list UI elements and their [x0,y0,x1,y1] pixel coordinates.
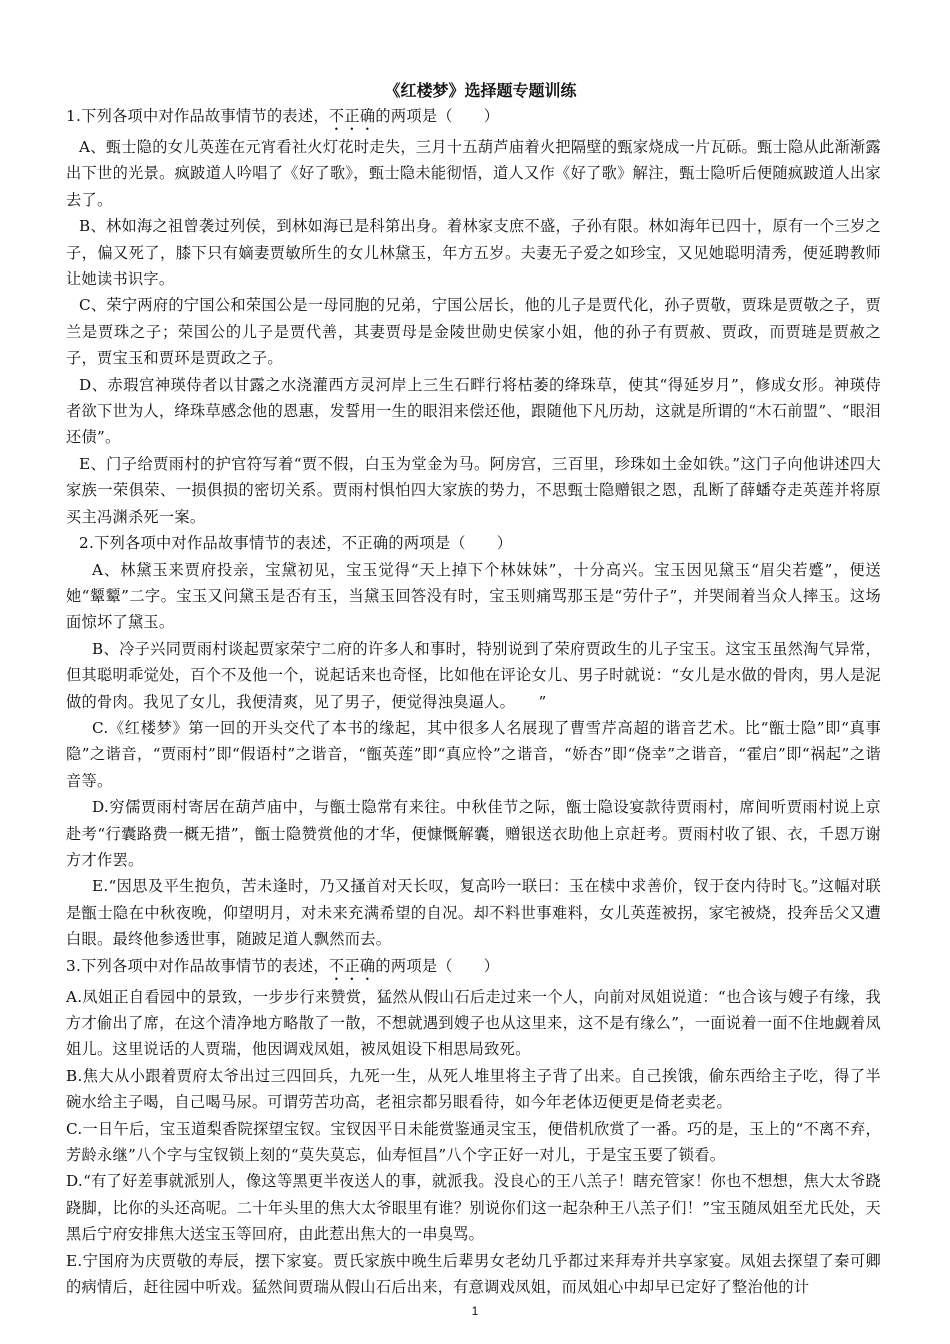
question-1-stem-prefix: 1.下列各项中对作品故事情节的表述， [66,107,329,125]
question-2-stem [66,530,881,556]
question-1-stem [66,103,881,134]
question-2-option-e: E.“因思及平生抱负，苦未逢时，乃又搔首对天长叹，复高吟一联曰：玉在椟中求善价，钗于奁内待时飞。”这幅对联是甑士隐在中秋夜晚，仰望明月，对未来充满希望的自况。却不料世事难料，女儿英莲被拐，家宅被烧，投奔岳父又遭白眼。最终他参透世事，随跛足道人飘然而去。 [66,877,881,949]
question-1-option-b: B、林如海之祖曾袭过列侯，到林如海已是科第出身。着林家支庶不盛，子孙有限。林如海年已四十，原有一个三岁之子，偏又死了，膝下只有嫡妻贾敏所生的女儿林黛玉，年方五岁。夫妻无子爱之如珍宝，又见她聪明清秀，便延聘教师让她读书识字。 [66,217,881,289]
question-2-stem-suffix: 的两项是（ ） [388,534,513,553]
question-3-stem-suffix: 的两项是（ ） [375,956,500,975]
page-number: 1 [471,1304,479,1318]
question-1-option-e: E、门子给贾雨村的护官符写着“贾不假，白玉为堂金为马。阿房宫，三百里，珍珠如土金如铁。”这门子向他讲述四大家族一荣俱荣、一损俱损的密切关系。贾雨村惧怕四大家族的势力，不思甄士隐赠银之恩，乱断了薛蟠夺走英莲并将原买主冯渊杀死一案。 [66,454,881,526]
question-2-option-b: B、冷子兴同贾雨村谈起贾家荣宁二府的许多人和事时，特别说到了荣府贾政生的儿子宝玉。这宝玉虽然淘气异常，但其聪明乖觉处，百个不及他一个，说起话来也奇怪，比如他在评论女儿、男子时就说：“女儿是水做的骨肉，男人是泥做的骨肉。我见了女儿，我便清爽，见了男子，便觉得浊臭逼人。 ” [66,639,881,711]
question-1-option-c: C、荣宁两府的宁国公和荣国公是一母同胞的兄弟，宁国公居长，他的儿子是贾代化，孙子贾敬，贾珠是贾敬之子，贾兰是贾珠之子；荣国公的儿子是贾代善，其妻贾母是金陵世勋史侯家小姐，他的孙子有贾赦、贾政，而贾琏是贾赦之子，贾宝玉和贾环是贾政之子。 [66,296,881,368]
question-3-option-c: C.一日午后，宝玉道梨香院探望宝钗。宝钗因平日未能赏鉴通灵宝玉，便借机欣赏了一番。巧的是，玉上的“不离不弃，芳龄永继”八个字与宝钗锁上刻的“莫失莫忘，仙寿恒昌”八个字正好一对儿，于是宝玉要了锁看。 [66,1119,881,1165]
question-2-option-c: C.《红楼梦》第一回的开头交代了本书的缘起，其中很多人名展现了曹雪芹高超的谐音艺术。比“甑士隐”即“真事隐”之谐音，“贾雨村”即“假语村”之谐音，“甑英莲”即“真应怜”之谐音，“娇杏”即“侥幸”之谐音，“霍启”即“祸起”之谐音等。 [66,718,881,790]
question-3-stem-prefix: 3.下列各项中对作品故事情节的表述， [66,956,329,975]
question-1-stem-suffix: 的两项是（ ） [375,107,500,125]
question-2-option-a: A、林黛玉来贾府投亲，宝黛初见，宝玉觉得“天上掉下个林妹妹”，十分高兴。宝玉因见黛玉“眉尖若蹙”，便送她“颦颦”二字。宝玉又问黛玉是否有玉，当黛玉回答没有时，宝玉则痛骂那玉是“劳什子”，并哭闹着当众人摔玉。这场面惊坏了黛玉。 [66,560,881,632]
question-3-option-d: D.“有了好差事就派别人，像这等黑更半夜送人的事，就派我。没良心的王八羔子！瞎充管家！你也不想想，焦大太爷跷跷脚，比你的头还高呢。二十年头里的焦大太爷眼里有谁？别说你们这一起杂种王八羔子们！”宝玉随凤姐至尤氏处，天黑后宁府安排焦大送宝玉等回府，由此惹出焦大的一串臭骂。 [66,1172,881,1244]
page-title: 《红楼梦》选择题专题训练 [384,81,577,100]
question-3-option-e: E.宁国府为庆贾敬的寿辰，摆下家宴。贾氏家族中晚生后辈男女老幼几乎都过来拜寿并共享家宴。凤姐去探望了秦可卿的病情后，赶往园中听戏。猛然间贾瑞从假山石后出来，有意调戏凤姐，而凤姐心中却早已定好了整治他的计 [66,1251,881,1297]
question-1-option-a: A、甄士隐的女儿英莲在元宵看社火灯花时走失，三月十五葫芦庙着火把隔壁的甄家烧成一片瓦砾。甄士隐从此渐渐露出下世的光景。疯跛道人吟唱了《好了歌》，甄士隐未能彻悟，道人又作《好了歌》解注，甄士隐听后便随疯跛道人出家去了。 [66,138,881,209]
question-2-option-d: D.穷儒贾雨村寄居在葫芦庙中，与甑士隐常有来往。中秋佳节之际，甑士隐设宴款待贾雨村，席间听贾雨村说上京赴考“行囊路费一概无措”，甑士隐赞赏他的才华，便慷慨解囊，赠银送衣助他上京赶考。贾雨村收了银、衣，千恩万谢方才作罢。 [66,798,881,869]
question-3-option-a: A.凤姐正自看园中的景致，一步步行来赞赏，猛然从假山石后走过来一个人，向前对凤姐说道：“也合该与嫂子有缘，我方才偷出了席，在这个清净地方略散了一散，不想就遇到嫂子也从这里来，这不是有缘么”，一面说着一面不住地觑着凤姐儿。这里说话的人贾瑞，他因调戏凤姐，被凤姐设下相思局致死。 [66,987,881,1059]
question-1-stem-emphasis: 不正确 [328,107,376,125]
question-3-option-b: B.焦大从小跟着贾府太爷出过三四回兵，九死一生，从死人堆里将主子背了出来。自己挨饿，偷东西给主子吃，得了半碗水给主子喝，自己喝马尿。可谓劳苦功高，老祖宗都另眼看待，如今年老体迈便更是倚老卖老。 [66,1066,881,1112]
question-3-stem-emphasis: 不正确 [328,956,376,975]
question-3-stem [66,953,881,984]
question-1-option-d: D、赤瑕宫神瑛侍者以甘露之水浇灌西方灵河岸上三生石畔行将枯萎的绛珠草，使其“得延岁月”，修成女形。神瑛侍者欲下世为人，绛珠草感念他的恩惠，发誓用一生的眼泪来偿还他，跟随他下凡历劫，这就是所谓的“木石前盟”、“眼泪还债”。 [66,375,881,447]
question-2-stem-prefix: 2.下列各项中对作品故事情节的表述， [79,534,342,553]
question-2-stem-emphasis: 不正确 [341,534,389,553]
